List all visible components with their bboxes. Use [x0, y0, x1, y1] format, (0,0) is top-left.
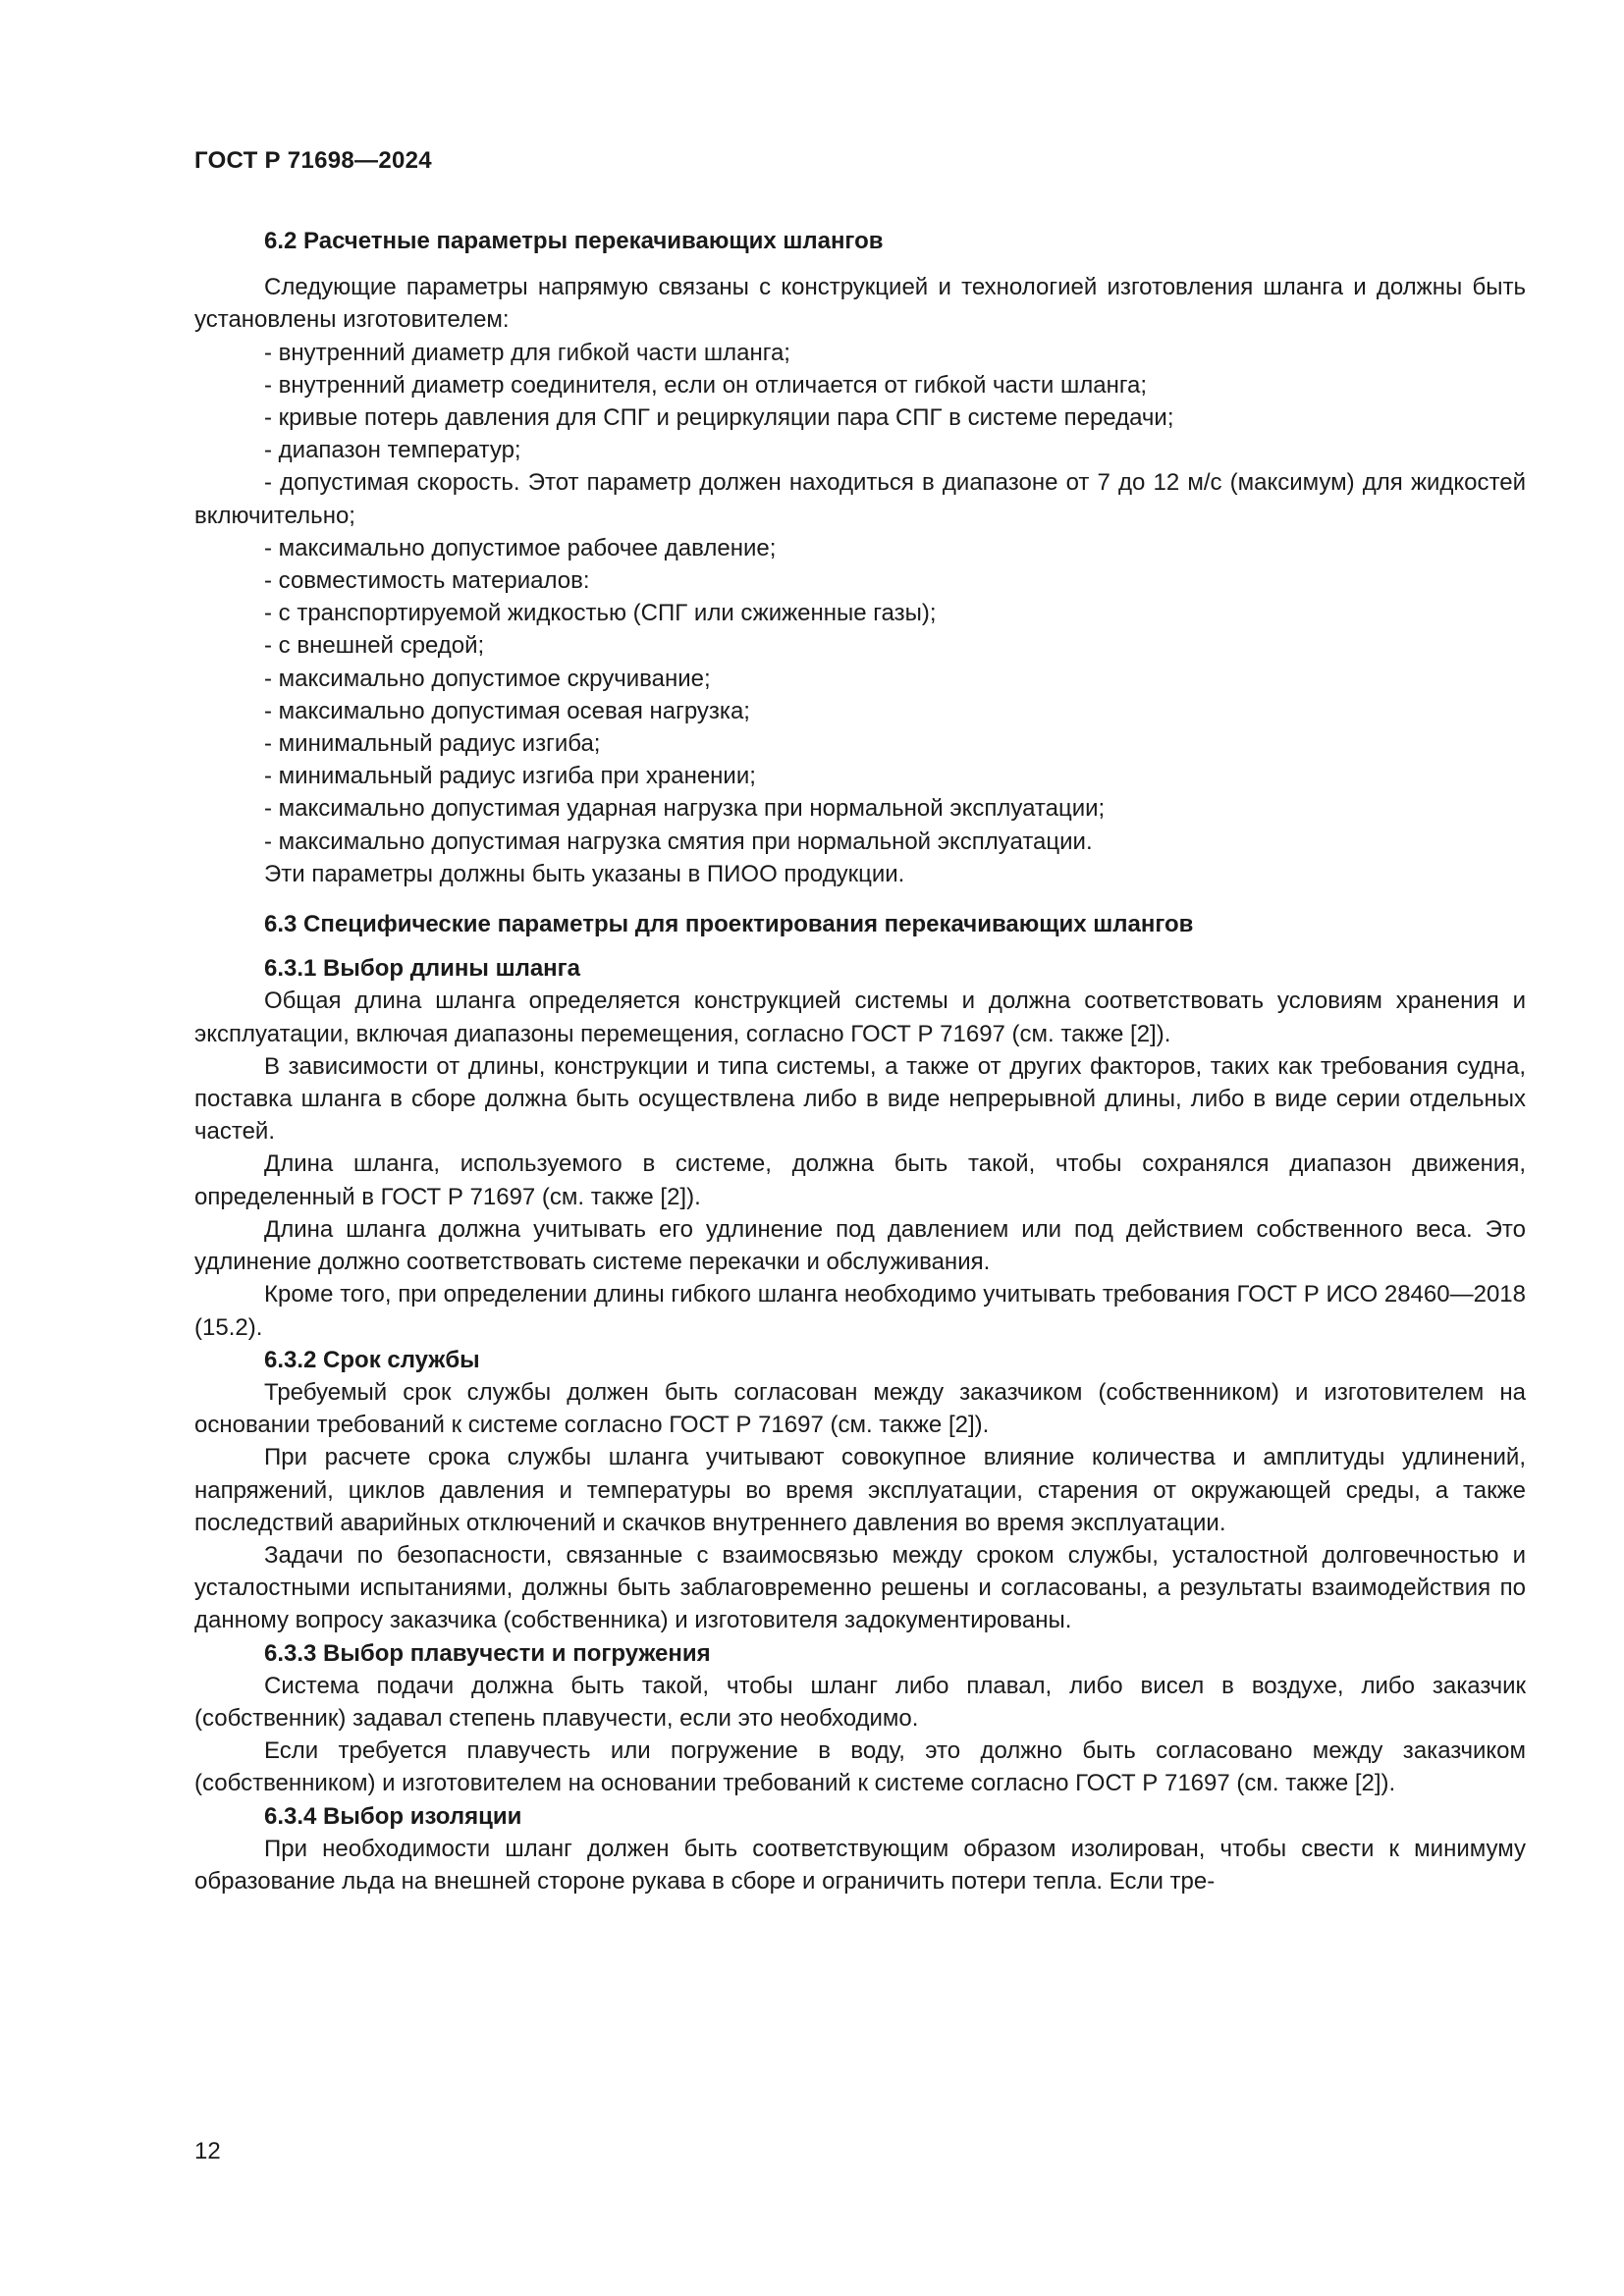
paragraph: Длина шланга должна учитывать его удлинение под давлением или под действием собственного веса. Это удлинение должно соответствовать системе перекачки и обслуживания.	[194, 1215, 1526, 1276]
list-item: - с транспортируемой жидкостью (СПГ или сжиженные газы);	[194, 597, 1526, 629]
paragraph: Кроме того, при определении длины гибкого шланга необходимо учитывать требования ГОСТ Р ИСО 28460—2018 (15.2).	[194, 1281, 1526, 1341]
list-item: - допустимая скорость. Этот параметр должен находиться в диапазоне от 7 до 12 м/с (максимум) для жидкостей включительно;	[194, 466, 1526, 531]
page-number: 12	[194, 2138, 221, 2164]
document-body	[194, 225, 1526, 1897]
paragraph: Если требуется плавучесть или погружение в воду, это должно быть согласовано между заказчиком (собственником) и изготовителем на основании требований к системе согласно ГОСТ Р 71697 (см. также [2]).	[194, 1737, 1526, 1797]
paragraph: Следующие параметры напрямую связаны с конструкцией и технологией изготовления шланга и должны быть установлены изготовителем:	[194, 274, 1526, 334]
paragraph: Длина шланга, используемого в системе, должна быть такой, чтобы сохранялся диапазон движения, определенный в ГОСТ Р 71697 (см. также [2]).	[194, 1150, 1526, 1210]
paragraph: При расчете срока службы шланга учитывают совокупное влияние количества и амплитуды удлинений, напряжений, циклов давления и температуры во время эксплуатации, старения от окружающей среды, а также последствий аварийных отключений и скачков внутреннего давления во время эксплуатации.	[194, 1444, 1526, 1536]
subsection-heading-6-3-4: 6.3.4 Выбор изоляции	[264, 1802, 522, 1830]
list-item: - минимальный радиус изгиба;	[194, 727, 1526, 760]
list-item: - максимально допустимая нагрузка смятия при нормальной эксплуатации.	[194, 826, 1526, 858]
subsection-heading-6-3-3: 6.3.3 Выбор плавучести и погружения	[264, 1639, 711, 1667]
document-code: ГОСТ Р 71698—2024	[194, 147, 432, 174]
paragraph: При необходимости шланг должен быть соответствующим образом изолирован, чтобы свести к минимуму образование льда на внешней стороне рукава в сборе и ограничить потери тепла. Если тре-	[194, 1835, 1526, 1895]
list-item: - совместимость материалов:	[194, 564, 1526, 597]
subsection-heading-6-3-1: 6.3.1 Выбор длины шланга	[264, 955, 581, 983]
section-heading-6-2: 6.2 Расчетные параметры перекачивающих шлангов	[264, 228, 884, 254]
list-item: - кривые потерь давления для СПГ и рециркуляции пара СПГ в системе передачи;	[194, 401, 1526, 434]
section-heading-6-3: 6.3 Специфические параметры для проектирования перекачивающих шлангов	[264, 911, 1194, 938]
list-item: - максимально допустимое скручивание;	[194, 663, 1526, 695]
list-item: - диапазон температур;	[194, 434, 1526, 466]
list-item: - с внешней средой;	[194, 629, 1526, 662]
paragraph: Система подачи должна быть такой, чтобы шланг либо плавал, либо висел в воздухе, либо заказчик (собственник) задавал степень плавучести, если это необходимо.	[194, 1672, 1526, 1732]
paragraph: В зависимости от длины, конструкции и типа системы, а также от других факторов, таких как требования судна, поставка шланга в сборе должна быть осуществлена либо в виде непрерывной длины, либо в виде серии отдельных частей.	[194, 1052, 1526, 1146]
paragraph: Требуемый срок службы должен быть согласован между заказчиком (собственником) и изготовителем на основании требований к системе согласно ГОСТ Р 71697 (см. также [2]).	[194, 1378, 1526, 1439]
paragraph: Задачи по безопасности, связанные с взаимосвязью между сроком службы, усталостной долговечностью и усталостными испытаниями, должны быть заблаговременно решены и согласованы, а результаты взаимодействия по данному вопросу заказчика (собственника) и изготовителя задокументированы.	[194, 1541, 1526, 1634]
subsection-heading-6-3-2: 6.3.2 Срок службы	[264, 1346, 480, 1373]
paragraph: Общая длина шланга определяется конструкцией системы и должна соответствовать условиям хранения и эксплуатации, включая диапазоны перемещения, согласно ГОСТ Р 71697 (см. также [2]).	[194, 988, 1526, 1047]
list-item: - максимально допустимая осевая нагрузка;	[194, 695, 1526, 727]
parameter-list	[194, 337, 1526, 858]
list-item: - максимально допустимая ударная нагрузка при нормальной эксплуатации;	[194, 792, 1526, 825]
list-item: - внутренний диаметр соединителя, если он отличается от гибкой части шланга;	[194, 369, 1526, 401]
paragraph: Эти параметры должны быть указаны в ПИОО продукции.	[264, 860, 905, 887]
list-item: - максимально допустимое рабочее давление;	[194, 532, 1526, 564]
list-item: - внутренний диаметр для гибкой части шланга;	[194, 337, 1526, 369]
list-item: - минимальный радиус изгиба при хранении;	[194, 760, 1526, 792]
